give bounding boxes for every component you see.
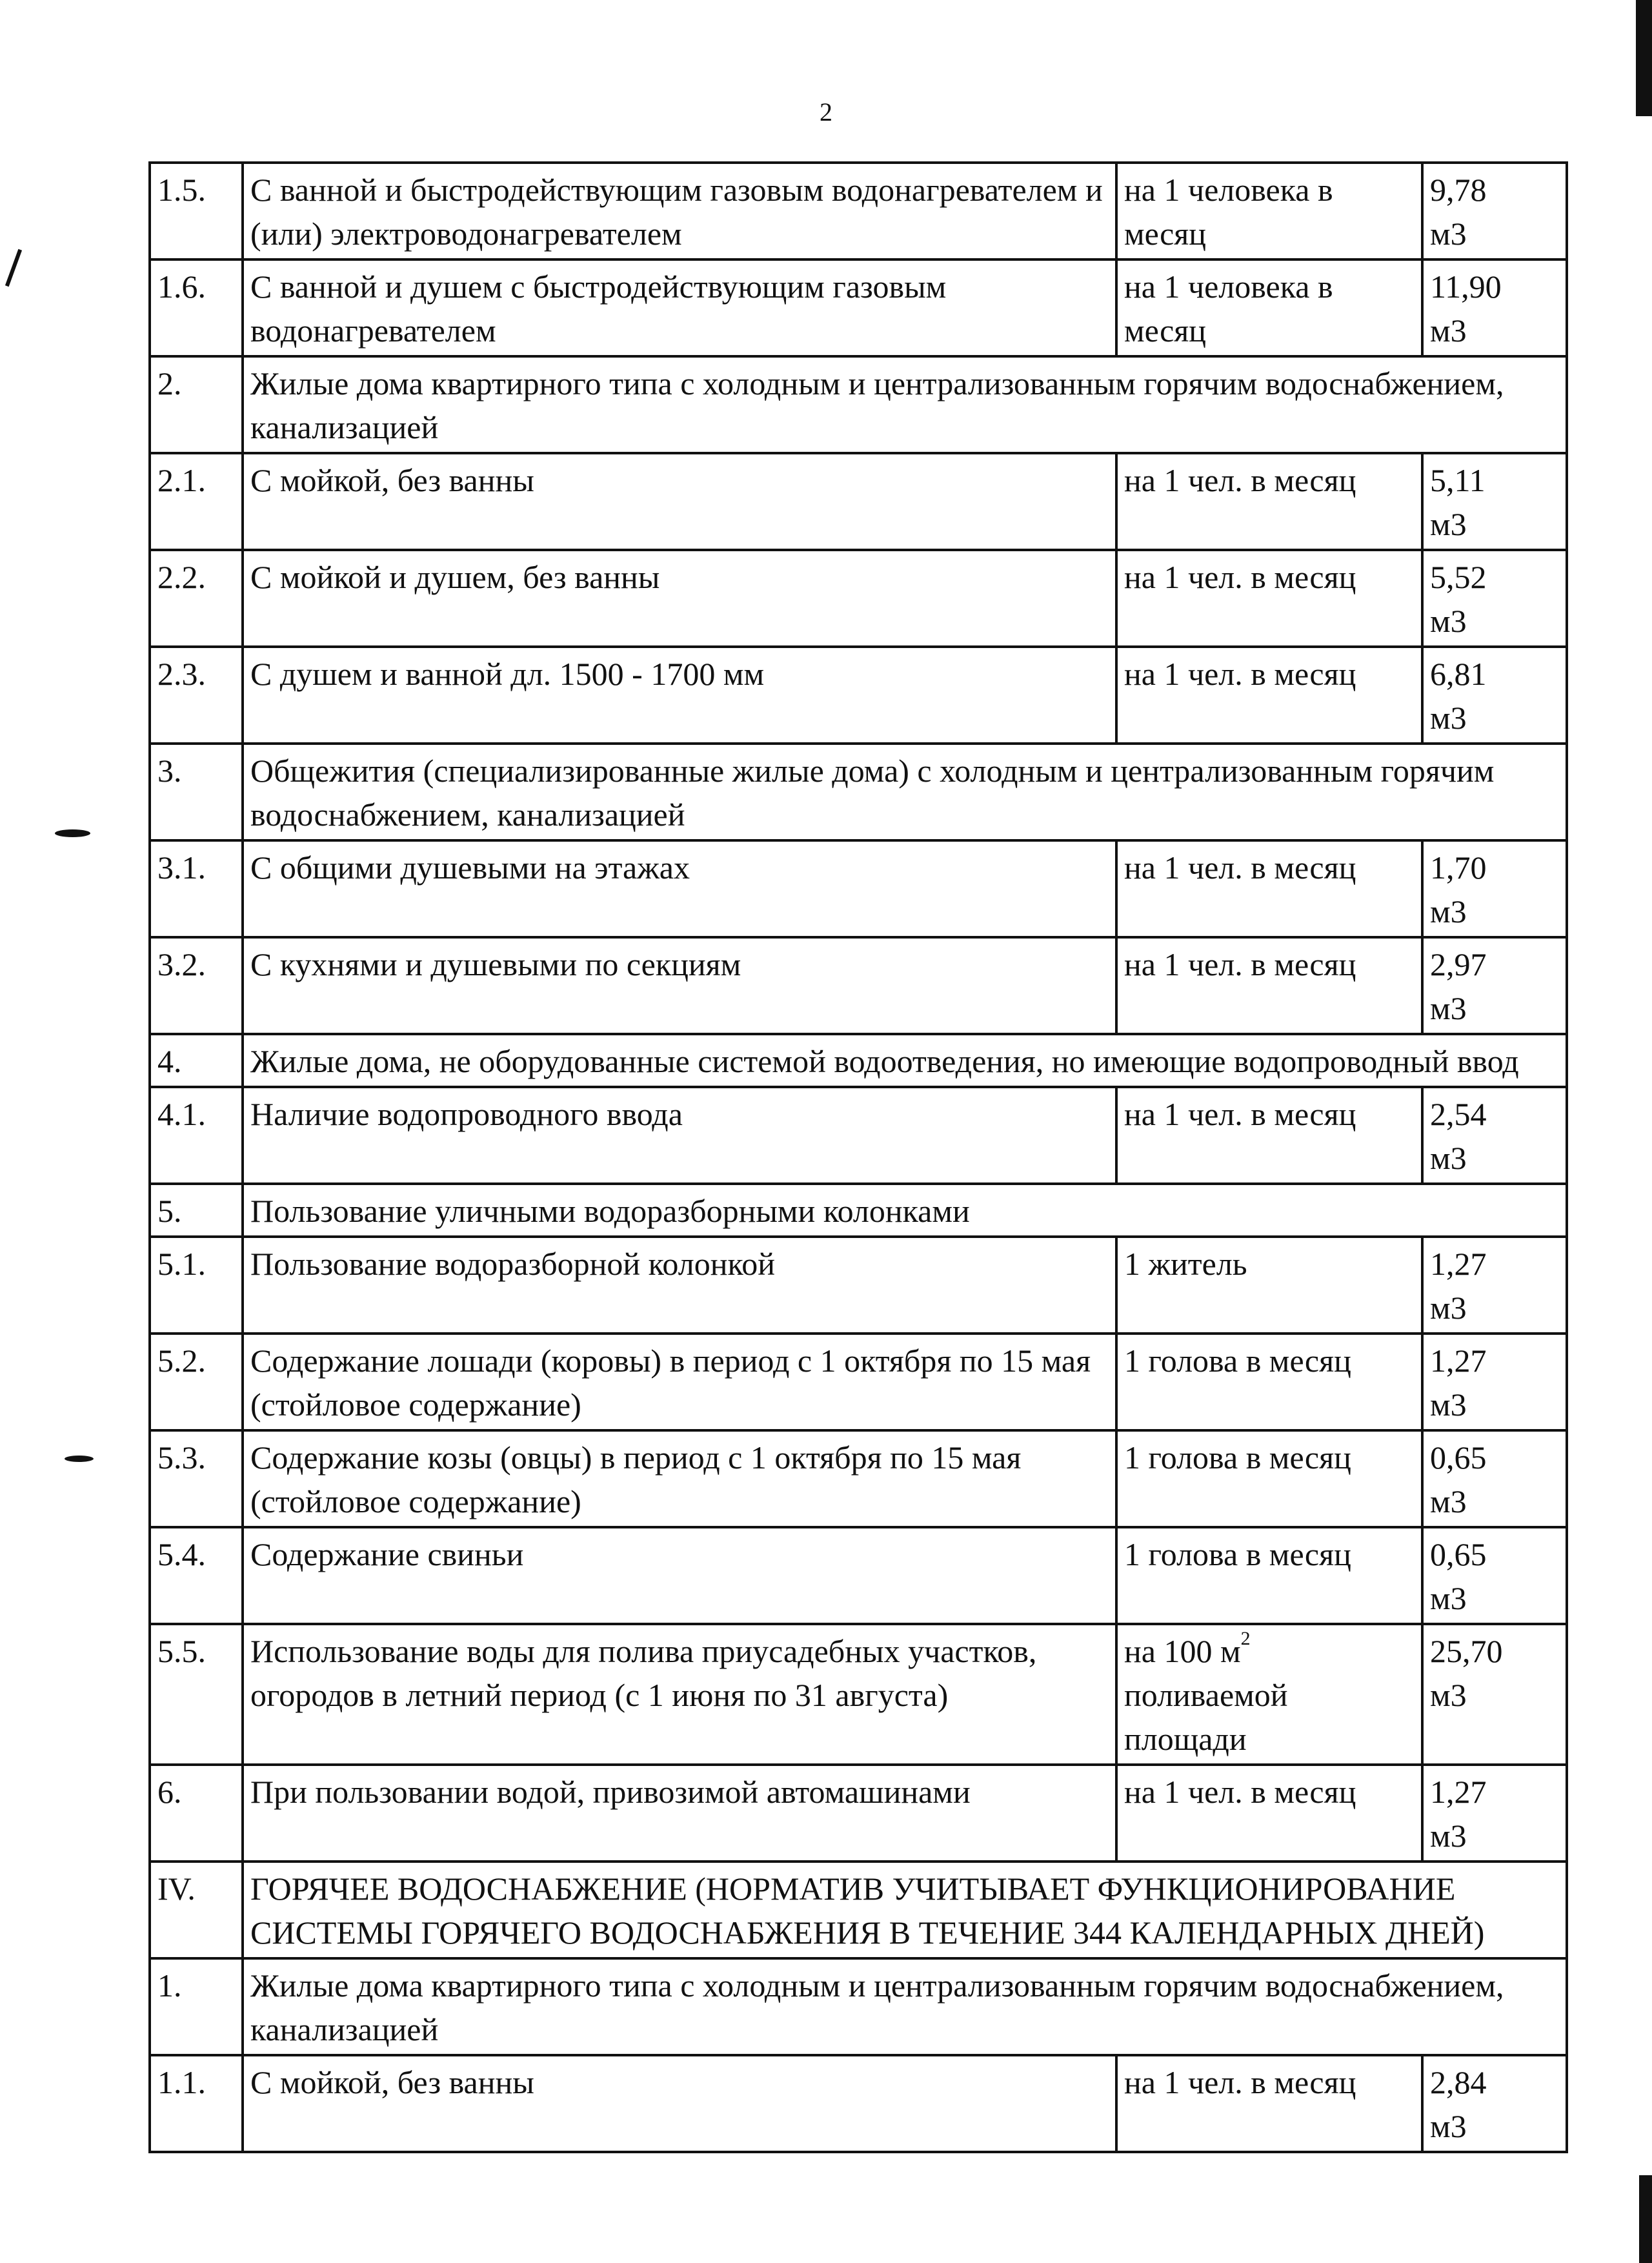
row-unit bbox=[1116, 1237, 1422, 1334]
table-row bbox=[150, 1087, 1567, 1184]
row-value bbox=[1422, 453, 1567, 550]
row-unit bbox=[1116, 453, 1422, 550]
value-unit: м3 bbox=[1430, 1483, 1467, 1519]
row-unit bbox=[1116, 840, 1422, 937]
unit-text: 1 голова в месяц bbox=[1124, 1343, 1351, 1379]
unit-text: на 1 человека в месяц bbox=[1124, 269, 1333, 349]
row-description: Содержание козы (овцы) в период с 1 октября по 15 мая (стойловое содержание) bbox=[243, 1430, 1116, 1527]
value-number: 2,97 bbox=[1430, 946, 1487, 982]
row-value bbox=[1422, 550, 1567, 647]
row-number: 4. bbox=[150, 1034, 243, 1087]
row-unit bbox=[1116, 550, 1422, 647]
row-number: 5.4. bbox=[150, 1527, 243, 1624]
section-row bbox=[150, 744, 1567, 840]
row-description: С мойкой, без ванны bbox=[243, 2055, 1116, 2152]
section-title: Жилые дома квартирного типа с холодным и централизованным горячим водоснабжением, канализацией bbox=[243, 356, 1567, 453]
row-unit bbox=[1116, 1087, 1422, 1184]
value-unit: м3 bbox=[1430, 1818, 1467, 1854]
value-number: 2,54 bbox=[1430, 1096, 1487, 1132]
row-number: 1. bbox=[150, 1958, 243, 2055]
row-description: С ванной и быстродействующим газовым водонагревателем и (или) электроводонагревателем bbox=[243, 163, 1116, 259]
table-row bbox=[150, 2055, 1567, 2152]
row-number: 6. bbox=[150, 1765, 243, 1862]
row-value bbox=[1422, 2055, 1567, 2152]
row-unit bbox=[1116, 1527, 1422, 1624]
value-number: 11,90 bbox=[1430, 269, 1502, 305]
row-number: 3.2. bbox=[150, 937, 243, 1034]
table-row bbox=[150, 647, 1567, 744]
row-value bbox=[1422, 259, 1567, 356]
row-number: 5.5. bbox=[150, 1624, 243, 1765]
row-number: 2.1. bbox=[150, 453, 243, 550]
value-unit: м3 bbox=[1430, 1290, 1467, 1326]
row-value bbox=[1422, 163, 1567, 259]
row-value bbox=[1422, 1527, 1567, 1624]
table-row bbox=[150, 1430, 1567, 1527]
row-description: С мойкой, без ванны bbox=[243, 453, 1116, 550]
unit-tail: поливаемой площади bbox=[1124, 1677, 1288, 1757]
table-row bbox=[150, 550, 1567, 647]
row-description: Содержание свиньи bbox=[243, 1527, 1116, 1624]
row-description: С душем и ванной дл. 1500 - 1700 мм bbox=[243, 647, 1116, 744]
row-description: Наличие водопроводного ввода bbox=[243, 1087, 1116, 1184]
row-unit bbox=[1116, 1765, 1422, 1862]
row-number: 5.2. bbox=[150, 1334, 243, 1430]
value-number: 5,11 bbox=[1430, 462, 1486, 498]
row-number: 1.5. bbox=[150, 163, 243, 259]
value-unit: м3 bbox=[1430, 216, 1467, 252]
row-number: 2.2. bbox=[150, 550, 243, 647]
row-description: Пользование водоразборной колонкой bbox=[243, 1237, 1116, 1334]
table-row bbox=[150, 163, 1567, 259]
row-value bbox=[1422, 1430, 1567, 1527]
table-row bbox=[150, 453, 1567, 550]
value-number: 0,65 bbox=[1430, 1439, 1487, 1476]
value-number: 9,78 bbox=[1430, 172, 1487, 208]
row-value bbox=[1422, 1765, 1567, 1862]
value-unit: м3 bbox=[1430, 1140, 1467, 1176]
value-unit: м3 bbox=[1430, 1386, 1467, 1423]
row-unit bbox=[1116, 1624, 1422, 1765]
unit-text: на 1 чел. в месяц bbox=[1124, 1096, 1356, 1132]
table-row bbox=[150, 1237, 1567, 1334]
row-number: 1.1. bbox=[150, 2055, 243, 2152]
row-unit bbox=[1116, 1430, 1422, 1527]
row-number: 5.1. bbox=[150, 1237, 243, 1334]
row-description: С общими душевыми на этажах bbox=[243, 840, 1116, 937]
scan-mark bbox=[65, 1456, 94, 1462]
value-unit: м3 bbox=[1430, 990, 1467, 1026]
unit-text: на 1 чел. в месяц bbox=[1124, 559, 1356, 595]
row-value bbox=[1422, 937, 1567, 1034]
unit-text: 1 житель bbox=[1124, 1246, 1247, 1282]
section-title: Общежития (специализированные жилые дома) с холодным и централизованным горячим водоснабжением, канализацией bbox=[243, 744, 1567, 840]
unit-text: на 1 чел. в месяц bbox=[1124, 2064, 1356, 2100]
row-description: При пользовании водой, привозимой автомашинами bbox=[243, 1765, 1116, 1862]
row-description: С мойкой и душем, без ванны bbox=[243, 550, 1116, 647]
row-description: Использование воды для полива приусадебных участков, огородов в летний период (с 1 июня по 31 августа) bbox=[243, 1624, 1116, 1765]
row-value bbox=[1422, 1237, 1567, 1334]
unit-text: на 1 чел. в месяц bbox=[1124, 462, 1356, 498]
scan-mark bbox=[5, 249, 22, 287]
section-row bbox=[150, 356, 1567, 453]
row-number: 1.6. bbox=[150, 259, 243, 356]
value-unit: м3 bbox=[1430, 2108, 1467, 2144]
row-unit bbox=[1116, 259, 1422, 356]
section-row bbox=[150, 1958, 1567, 2055]
value-number: 1,27 bbox=[1430, 1343, 1487, 1379]
value-unit: м3 bbox=[1430, 893, 1467, 929]
row-number: 5. bbox=[150, 1184, 243, 1237]
section-row bbox=[150, 1034, 1567, 1087]
scan-mark bbox=[55, 829, 90, 837]
table-row bbox=[150, 1334, 1567, 1430]
row-unit bbox=[1116, 647, 1422, 744]
section-title: Пользование уличными водоразборными колонками bbox=[243, 1184, 1567, 1237]
value-number: 2,84 bbox=[1430, 2064, 1487, 2100]
row-description: С ванной и душем с быстродействующим газовым водонагревателем bbox=[243, 259, 1116, 356]
row-value bbox=[1422, 1087, 1567, 1184]
table-row bbox=[150, 1527, 1567, 1624]
row-value bbox=[1422, 840, 1567, 937]
unit-text: на 1 чел. в месяц bbox=[1124, 656, 1356, 692]
row-value bbox=[1422, 647, 1567, 744]
value-number: 1,27 bbox=[1430, 1246, 1487, 1282]
row-number: 2. bbox=[150, 356, 243, 453]
value-number: 1,27 bbox=[1430, 1774, 1487, 1810]
row-number: 3. bbox=[150, 744, 243, 840]
section-title: Жилые дома, не оборудованные системой водоотведения, но имеющие водопроводный ввод bbox=[243, 1034, 1567, 1087]
scan-mark bbox=[1636, 0, 1652, 116]
water-norms-table bbox=[148, 161, 1568, 2153]
value-unit: м3 bbox=[1430, 700, 1467, 736]
row-unit bbox=[1116, 1334, 1422, 1430]
row-unit bbox=[1116, 937, 1422, 1034]
value-number: 1,70 bbox=[1430, 849, 1487, 886]
unit-text: 1 голова в месяц bbox=[1124, 1536, 1351, 1572]
value-number: 25,70 bbox=[1430, 1633, 1503, 1669]
table-row bbox=[150, 1765, 1567, 1862]
value-unit: м3 bbox=[1430, 1580, 1467, 1616]
section-row bbox=[150, 1184, 1567, 1237]
value-number: 5,52 bbox=[1430, 559, 1487, 595]
unit-text: 1 голова в месяц bbox=[1124, 1439, 1351, 1476]
row-number: IV. bbox=[150, 1862, 243, 1958]
value-number: 6,81 bbox=[1430, 656, 1487, 692]
table-row bbox=[150, 937, 1567, 1034]
unit-text: на 1 чел. в месяц bbox=[1124, 849, 1356, 886]
table-row bbox=[150, 1624, 1567, 1765]
row-number: 4.1. bbox=[150, 1087, 243, 1184]
section-title: Жилые дома квартирного типа с холодным и централизованным горячим водоснабжением, канализацией bbox=[243, 1958, 1567, 2055]
value-unit: м3 bbox=[1430, 1677, 1467, 1713]
row-value bbox=[1422, 1624, 1567, 1765]
row-number: 2.3. bbox=[150, 647, 243, 744]
unit-text: на 100 м bbox=[1124, 1633, 1241, 1669]
unit-superscript: 2 bbox=[1240, 1628, 1251, 1649]
table-row bbox=[150, 259, 1567, 356]
row-unit bbox=[1116, 163, 1422, 259]
row-description: С кухнями и душевыми по секциям bbox=[243, 937, 1116, 1034]
value-unit: м3 bbox=[1430, 506, 1467, 542]
row-unit bbox=[1116, 2055, 1422, 2152]
scan-mark bbox=[1639, 2175, 1652, 2263]
row-number: 3.1. bbox=[150, 840, 243, 937]
row-value bbox=[1422, 1334, 1567, 1430]
row-number: 5.3. bbox=[150, 1430, 243, 1527]
section-row bbox=[150, 1862, 1567, 1958]
value-number: 0,65 bbox=[1430, 1536, 1487, 1572]
unit-text: на 1 человека в месяц bbox=[1124, 172, 1333, 252]
row-description: Содержание лошади (коровы) в период с 1 октября по 15 мая (стойловое содержание) bbox=[243, 1334, 1116, 1430]
table-row bbox=[150, 840, 1567, 937]
value-unit: м3 bbox=[1430, 312, 1467, 349]
unit-text: на 1 чел. в месяц bbox=[1124, 1774, 1356, 1810]
value-unit: м3 bbox=[1430, 603, 1467, 639]
section-title: ГОРЯЧЕЕ ВОДОСНАБЖЕНИЕ (НОРМАТИВ УЧИТЫВАЕТ ФУНКЦИОНИРОВАНИЕ СИСТЕМЫ ГОРЯЧЕГО ВОДОСНАБЖЕНИЯ В ТЕЧЕНИЕ 344 КАЛЕНДАРНЫХ ДНЕЙ) bbox=[243, 1862, 1567, 1958]
page-number: 2 bbox=[820, 97, 832, 127]
unit-text: на 1 чел. в месяц bbox=[1124, 946, 1356, 982]
